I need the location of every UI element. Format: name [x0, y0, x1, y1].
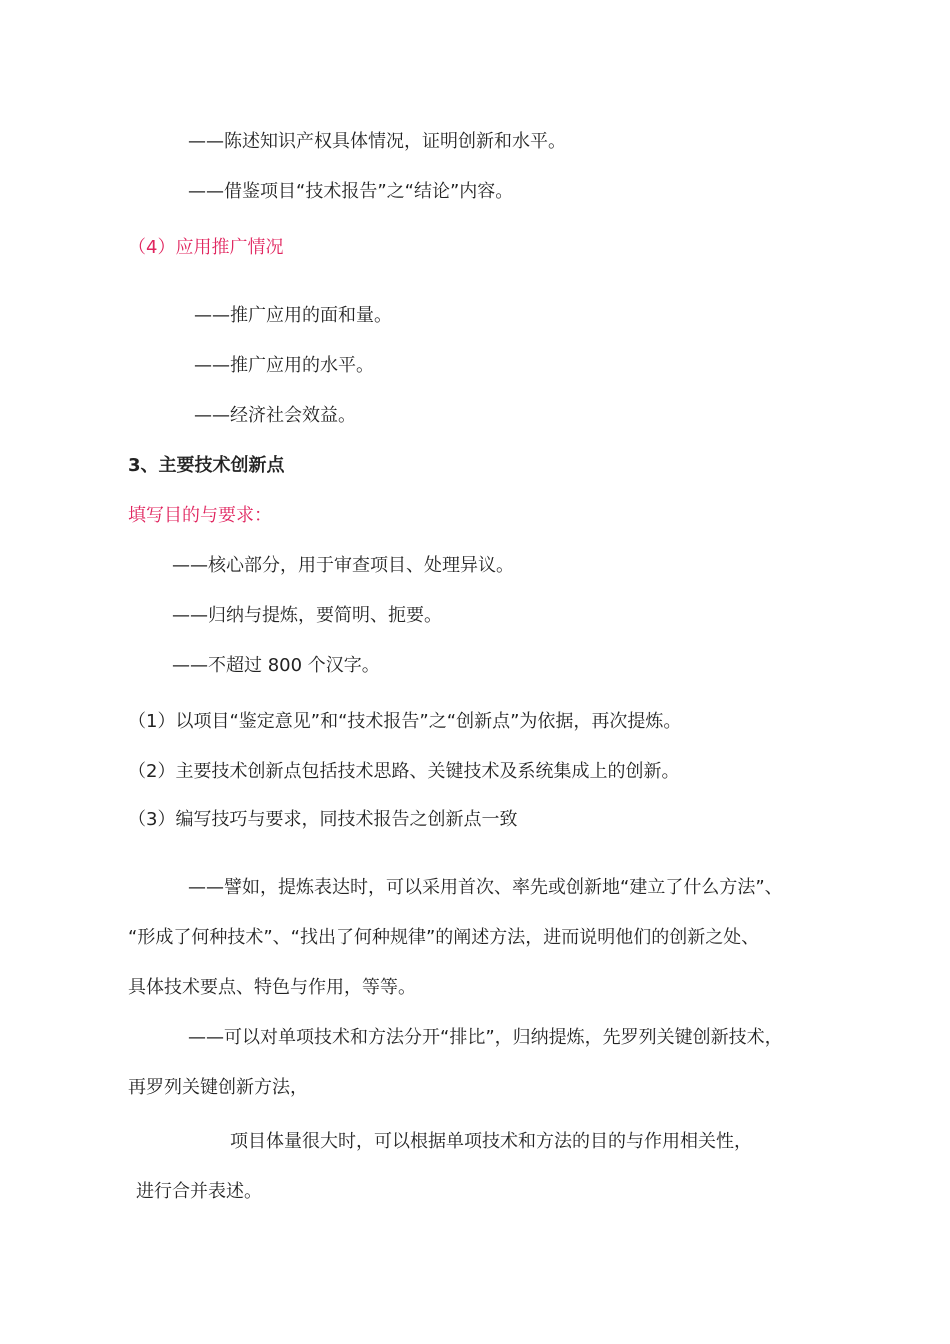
conclusion-reference-line: ——借鉴项目“技术报告”之“结论”内容。	[188, 181, 514, 202]
example-line-2: “形成了何种技术”、“找出了何种规律”的阐述方法，进而说明他们的创新之处、	[128, 927, 760, 948]
core-part-line: ——核心部分，用于审查项目、处理异议。	[172, 555, 514, 576]
section-heading-application: （4）应用推广情况	[128, 237, 284, 258]
large-project-line-1: 项目体量很大时，可以根据单项技术和方法的目的与作用相关性，	[230, 1131, 752, 1152]
large-project-line-2: 进行合并表述。	[136, 1181, 262, 1202]
purpose-heading: 填写目的与要求：	[128, 505, 272, 526]
parallel-line-2: 再罗列关键创新方法，	[128, 1077, 308, 1098]
item-2-line: （2）主要技术创新点包括技术思路、关键技术及系统集成上的创新。	[128, 761, 680, 782]
parallel-line-1: ——可以对单项技术和方法分开“排比”，归纳提炼，先罗列关键创新技术，	[188, 1027, 783, 1048]
char-limit-line: ——不超过 800 个汉字。	[172, 655, 380, 676]
economic-benefit-line: ——经济社会效益。	[194, 405, 356, 426]
promotion-level-line: ——推广应用的水平。	[194, 355, 374, 376]
promotion-scope-line: ——推广应用的面和量。	[194, 305, 392, 326]
ip-statement-line: ——陈述知识产权具体情况，证明创新和水平。	[188, 131, 566, 152]
item-3-line: （3）编写技巧与要求，同技术报告之创新点一致	[128, 809, 518, 830]
example-line-1: ——譬如，提炼表达时，可以采用首次、率先或创新地“建立了什么方法”、	[188, 877, 783, 898]
example-line-3: 具体技术要点、特色与作用，等等。	[128, 977, 416, 998]
item-1-line: （1）以项目“鉴定意见”和“技术报告”之“创新点”为依据，再次提炼。	[128, 711, 682, 732]
section-heading-innovation: 3、主要技术创新点	[128, 455, 285, 476]
concise-line: ——归纳与提炼，要简明、扼要。	[172, 605, 442, 626]
